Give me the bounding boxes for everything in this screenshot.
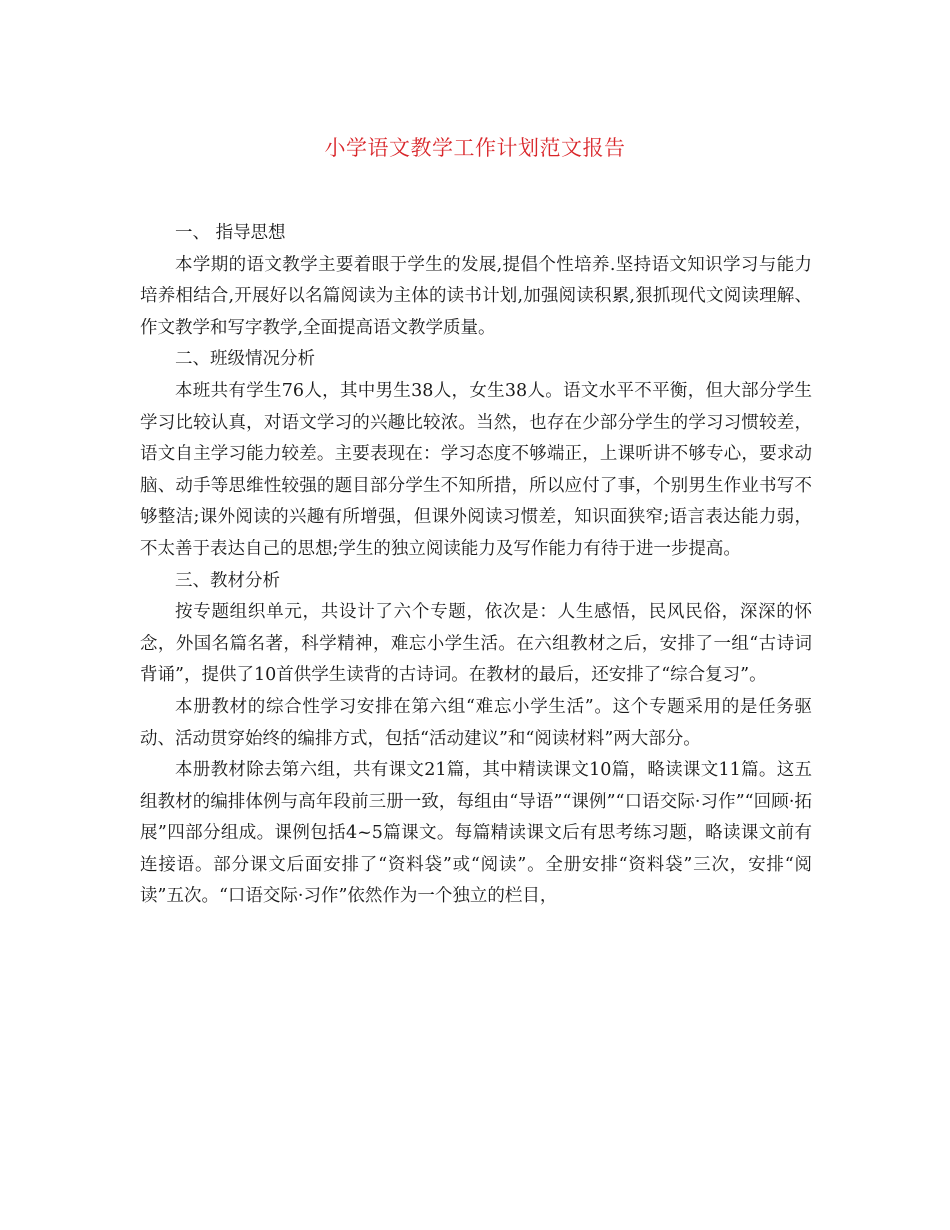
paragraph: 按专题组织单元，共设计了六个专题，依次是：人生感悟，民风民俗，深深的怀念，外国名篇名著，科学精神，难忘小学生活。在六组教材之后，安排了一组“古诗词背诵”，提供了10首供学生读背的古诗词。在教材的最后，还安排了“综合复习”。 <box>140 602 812 686</box>
paragraph: 本班共有学生76人，其中男生38人，女生38人。语文水平不平衡，但大部分学生学习比较认真，对语文学习的兴趣比较浓。当然，也存在少部分学生的学习习惯较差，语文自主学习能力较差。主要表现在：学习态度不够端正，上课听讲不够专心，要求动脑、动手等思维性较强的题目部分学生不知所措，所以应付了事，个别男生作业书写不够整洁;课外阅读的兴趣有所增强，但课外阅读习惯差，知识面狭窄;语言表达能力弱，不太善于表达自己的思想;学生的独立阅读能力及写作能力有待于进一步提高。 <box>140 380 812 559</box>
paragraph: 本册教材的综合性学习安排在第六组“难忘小学生活”。这个专题采用的是任务驱动、活动贯穿始终的编排方式，包括“活动建议”和“阅读材料”两大部分。 <box>140 696 812 749</box>
paragraph: 本学期的语文教学主要着眼于学生的发展,提倡个性培养.坚持语文知识学习与能力培养相结合,开展好以名篇阅读为主体的读书计划,加强阅读积累,狠抓现代文阅读理解、作文教学和写字教学,全面提高语文教学质量。 <box>140 254 812 338</box>
section-heading-guiding-thought: 一、 指导思想 <box>175 223 286 243</box>
document-title: 小学语文教学工作计划范文报告 <box>324 136 626 160</box>
section-heading-textbook-analysis: 三、教材分析 <box>175 570 280 591</box>
paragraph: 本册教材除去第六组，共有课文21篇，其中精读课文10篇，略读课文11篇。这五组教材的编排体例与高年段前三册一致，每组由“导语”“课例”“口语交际·习作”“回顾·拓展”四部分组成。课例包括4~5篇课文。每篇精读课文后有思考练习题，略读课文前有连接语。部分课文后面安排了“资料袋”或“阅读”。全册安排“资料袋”三次，安排“阅读”五次。“口语交际·习作”依然作为一个独立的栏目， <box>140 760 812 907</box>
section-heading-class-analysis: 二、班级情况分析 <box>175 349 315 370</box>
document-body <box>140 218 812 913</box>
